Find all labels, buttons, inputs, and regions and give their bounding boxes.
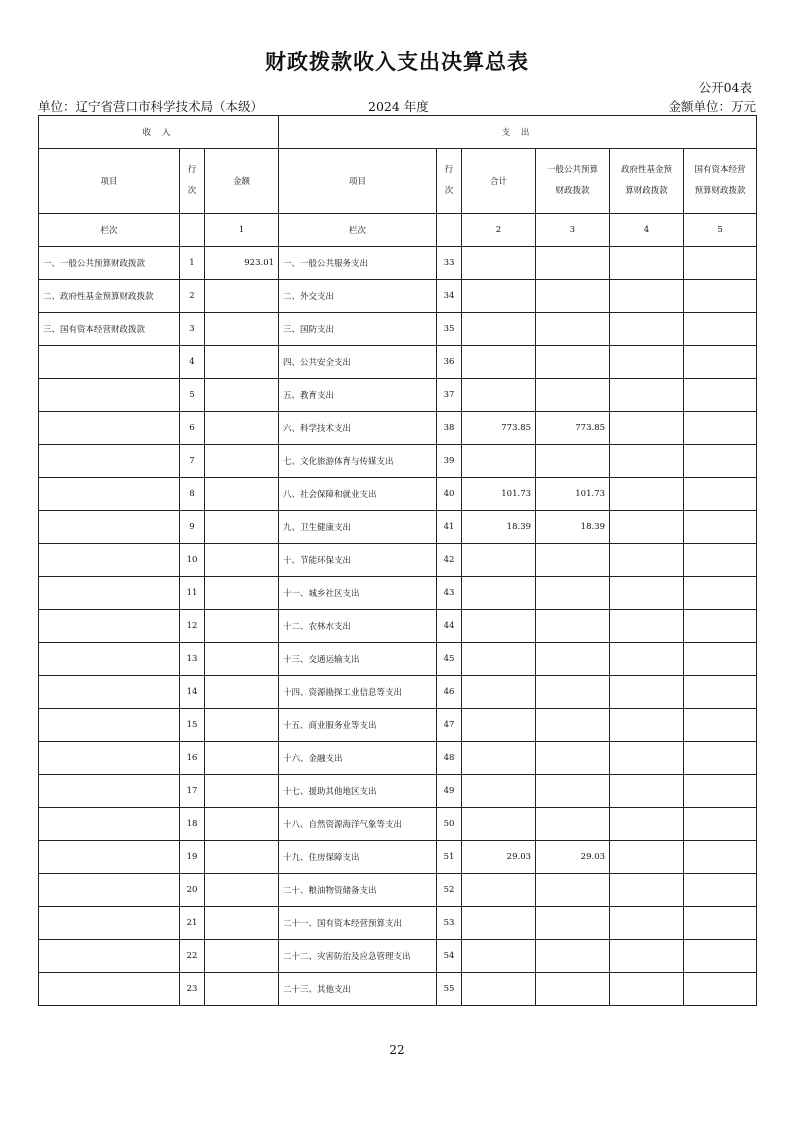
expense-item-cell: 十九、住房保障支出 (279, 841, 437, 874)
expense-row-no-cell: 36 (437, 346, 462, 379)
total-header: 合计 (462, 149, 536, 214)
col-empty (180, 214, 205, 247)
table-row (39, 379, 757, 412)
expense-item-cell: 十七、援助其他地区支出 (279, 775, 437, 808)
general-budget-cell (536, 247, 610, 280)
total-cell (462, 907, 536, 940)
table-row (39, 808, 757, 841)
expense-item-header: 项目 (279, 149, 437, 214)
fund-budget-cell (610, 412, 684, 445)
income-row-no-cell: 22 (180, 940, 205, 973)
table-row (39, 478, 757, 511)
total-cell (462, 577, 536, 610)
general-budget-cell (536, 907, 610, 940)
fund-budget-cell (610, 313, 684, 346)
state-capital-cell (684, 841, 757, 874)
fund-budget-cell (610, 247, 684, 280)
general-budget-cell (536, 379, 610, 412)
fund-budget-cell (610, 874, 684, 907)
table-row (39, 346, 757, 379)
table-row (39, 973, 757, 1006)
fund-budget-cell (610, 478, 684, 511)
table-row (39, 280, 757, 313)
expense-row-no-cell: 55 (437, 973, 462, 1006)
income-row-no-cell: 17 (180, 775, 205, 808)
income-row-no-cell: 14 (180, 676, 205, 709)
income-item-cell (39, 445, 180, 478)
income-item-cell: 二、政府性基金预算财政拨款 (39, 280, 180, 313)
income-row-no-cell: 7 (180, 445, 205, 478)
expense-row-no-cell: 39 (437, 445, 462, 478)
income-amount-cell (205, 478, 279, 511)
expense-item-cell: 二十一、国有资本经营预算支出 (279, 907, 437, 940)
income-item-cell (39, 412, 180, 445)
total-cell (462, 247, 536, 280)
fund-budget-cell (610, 544, 684, 577)
column-number-row (39, 214, 757, 247)
table-row (39, 742, 757, 775)
total-cell (462, 973, 536, 1006)
expense-section-header: 支 出 (279, 116, 757, 149)
expense-item-cell: 六、科学技术支出 (279, 412, 437, 445)
total-cell (462, 775, 536, 808)
fund-budget-cell (610, 841, 684, 874)
expense-row-no-cell: 44 (437, 610, 462, 643)
fund-budget-cell (610, 676, 684, 709)
expense-item-cell: 十六、金融支出 (279, 742, 437, 775)
table-row (39, 676, 757, 709)
total-cell (462, 643, 536, 676)
report-meta (38, 97, 756, 113)
state-capital-cell (684, 412, 757, 445)
income-amount-cell (205, 313, 279, 346)
general-budget-cell: 18.39 (536, 511, 610, 544)
income-item-cell (39, 940, 180, 973)
general-budget-cell (536, 742, 610, 775)
fund-budget-header: 政府性基金预 算财政拨款 (610, 149, 684, 214)
state-capital-cell (684, 478, 757, 511)
income-row-no-cell: 4 (180, 346, 205, 379)
fund-budget-cell (610, 346, 684, 379)
income-amount-cell (205, 412, 279, 445)
income-item-cell: 一、一般公共预算财政拨款 (39, 247, 180, 280)
total-cell (462, 742, 536, 775)
income-amount-cell (205, 577, 279, 610)
income-amount-cell (205, 610, 279, 643)
table-row (39, 247, 757, 280)
general-budget-cell (536, 577, 610, 610)
col-label-expense: 栏次 (279, 214, 437, 247)
income-amount-cell (205, 742, 279, 775)
state-capital-cell (684, 445, 757, 478)
general-budget-cell (536, 973, 610, 1006)
col-number-5: 5 (684, 214, 757, 247)
expense-row-no-cell: 51 (437, 841, 462, 874)
general-budget-cell (536, 709, 610, 742)
fund-budget-cell (610, 940, 684, 973)
state-capital-cell (684, 577, 757, 610)
state-capital-cell (684, 907, 757, 940)
page-number: 22 (389, 1043, 405, 1057)
general-budget-cell (536, 280, 610, 313)
income-item-cell (39, 511, 180, 544)
income-item-cell (39, 577, 180, 610)
fund-budget-cell (610, 379, 684, 412)
total-cell (462, 610, 536, 643)
expense-row-no-cell: 48 (437, 742, 462, 775)
expense-item-cell: 二十三、其他支出 (279, 973, 437, 1006)
income-amount-cell (205, 280, 279, 313)
state-capital-cell (684, 280, 757, 313)
income-item-cell (39, 874, 180, 907)
total-cell (462, 676, 536, 709)
income-row-no-cell: 18 (180, 808, 205, 841)
table-row (39, 577, 757, 610)
expense-item-cell: 十五、商业服务业等支出 (279, 709, 437, 742)
general-budget-cell (536, 808, 610, 841)
income-row-no-cell: 10 (180, 544, 205, 577)
income-row-no-cell: 5 (180, 379, 205, 412)
fund-budget-cell (610, 280, 684, 313)
income-amount-cell (205, 676, 279, 709)
general-budget-cell (536, 544, 610, 577)
income-amount-cell (205, 808, 279, 841)
income-section-header: 收 入 (39, 116, 279, 149)
expense-row-no-cell: 54 (437, 940, 462, 973)
total-cell: 773.85 (462, 412, 536, 445)
income-item-cell (39, 775, 180, 808)
fund-budget-cell (610, 643, 684, 676)
general-budget-cell (536, 445, 610, 478)
column-header-row (39, 149, 757, 214)
income-row-no-cell: 23 (180, 973, 205, 1006)
income-amount-cell (205, 643, 279, 676)
table-row (39, 313, 757, 346)
income-amount-cell (205, 379, 279, 412)
income-item-cell: 三、国有资本经营财政拨款 (39, 313, 180, 346)
income-row-no-cell: 9 (180, 511, 205, 544)
expense-row-no-cell: 45 (437, 643, 462, 676)
general-budget-cell: 29.03 (536, 841, 610, 874)
expense-row-no-cell: 40 (437, 478, 462, 511)
income-amount-cell (205, 841, 279, 874)
general-budget-header: 一般公共预算 财政拨款 (536, 149, 610, 214)
col-number-4: 4 (610, 214, 684, 247)
general-budget-cell (536, 940, 610, 973)
income-row-no-cell: 3 (180, 313, 205, 346)
table-row (39, 709, 757, 742)
income-amount-cell (205, 874, 279, 907)
expense-row-no-cell: 42 (437, 544, 462, 577)
state-capital-cell (684, 808, 757, 841)
fund-budget-cell (610, 775, 684, 808)
table-row (39, 940, 757, 973)
expense-item-cell: 七、文化旅游体育与传媒支出 (279, 445, 437, 478)
expense-item-cell: 九、卫生健康支出 (279, 511, 437, 544)
expense-row-no-cell: 50 (437, 808, 462, 841)
income-row-no-cell: 11 (180, 577, 205, 610)
report-title: 财政拨款收入支出决算总表 (265, 50, 529, 74)
fund-budget-cell (610, 808, 684, 841)
income-row-no-cell: 12 (180, 610, 205, 643)
expense-item-cell: 十三、交通运输支出 (279, 643, 437, 676)
income-row-no-cell: 16 (180, 742, 205, 775)
income-row-no-header: 行 次 (180, 149, 205, 214)
budget-table (38, 115, 757, 1006)
expense-row-no-cell: 37 (437, 379, 462, 412)
income-item-cell (39, 676, 180, 709)
expense-item-cell: 二十二、灾害防治及应急管理支出 (279, 940, 437, 973)
state-capital-cell (684, 775, 757, 808)
expense-item-cell: 五、教育支出 (279, 379, 437, 412)
income-item-header: 项目 (39, 149, 180, 214)
table-row (39, 610, 757, 643)
expense-item-cell: 三、国防支出 (279, 313, 437, 346)
income-amount-cell (205, 511, 279, 544)
total-cell: 18.39 (462, 511, 536, 544)
unit-label: 单位：辽宁省营口市科学技术局（本级） (38, 99, 264, 114)
income-item-cell (39, 808, 180, 841)
state-capital-cell (684, 709, 757, 742)
total-cell (462, 940, 536, 973)
expense-item-cell: 二、外交支出 (279, 280, 437, 313)
general-budget-cell (536, 610, 610, 643)
income-row-no-cell: 6 (180, 412, 205, 445)
income-row-no-cell: 15 (180, 709, 205, 742)
form-number: 公开04表 (698, 80, 752, 95)
income-row-no-cell: 21 (180, 907, 205, 940)
expense-row-no-cell: 33 (437, 247, 462, 280)
income-row-no-cell: 2 (180, 280, 205, 313)
state-capital-cell (684, 610, 757, 643)
income-item-cell (39, 544, 180, 577)
income-item-cell (39, 643, 180, 676)
state-capital-cell (684, 643, 757, 676)
total-cell (462, 445, 536, 478)
income-amount-cell (205, 346, 279, 379)
state-capital-cell (684, 676, 757, 709)
general-budget-cell (536, 313, 610, 346)
fund-budget-cell (610, 973, 684, 1006)
col-empty (437, 214, 462, 247)
total-cell (462, 280, 536, 313)
money-unit-label: 金额单位：万元 (668, 99, 756, 114)
table-row (39, 643, 757, 676)
table-row (39, 412, 757, 445)
state-capital-cell (684, 379, 757, 412)
expense-item-cell: 十八、自然资源海洋气象等支出 (279, 808, 437, 841)
expense-item-cell: 四、公共安全支出 (279, 346, 437, 379)
expense-row-no-cell: 34 (437, 280, 462, 313)
expense-row-no-cell: 43 (437, 577, 462, 610)
expense-item-cell: 十四、资源勘探工业信息等支出 (279, 676, 437, 709)
income-row-no-cell: 19 (180, 841, 205, 874)
general-budget-cell (536, 874, 610, 907)
total-cell (462, 544, 536, 577)
col-number-2: 2 (462, 214, 536, 247)
income-amount-cell (205, 445, 279, 478)
income-amount-cell (205, 544, 279, 577)
state-capital-cell (684, 874, 757, 907)
table-row (39, 544, 757, 577)
col-number-1: 1 (205, 214, 279, 247)
general-budget-cell (536, 346, 610, 379)
state-capital-cell (684, 511, 757, 544)
income-row-no-cell: 13 (180, 643, 205, 676)
state-capital-cell (684, 313, 757, 346)
total-cell (462, 379, 536, 412)
income-item-cell (39, 907, 180, 940)
total-cell (462, 874, 536, 907)
general-budget-cell (536, 643, 610, 676)
expense-row-no-cell: 47 (437, 709, 462, 742)
expense-row-no-cell: 53 (437, 907, 462, 940)
total-cell: 29.03 (462, 841, 536, 874)
expense-item-cell: 一、一般公共服务支出 (279, 247, 437, 280)
total-cell (462, 808, 536, 841)
year-label: 2024 年度 (368, 99, 429, 114)
total-cell (462, 346, 536, 379)
col-number-3: 3 (536, 214, 610, 247)
income-amount-cell (205, 973, 279, 1006)
fund-budget-cell (610, 907, 684, 940)
fund-budget-cell (610, 445, 684, 478)
state-capital-cell (684, 973, 757, 1006)
state-capital-cell (684, 940, 757, 973)
expense-row-no-cell: 49 (437, 775, 462, 808)
income-amount-cell (205, 940, 279, 973)
expense-item-cell: 十一、城乡社区支出 (279, 577, 437, 610)
expense-row-no-cell: 46 (437, 676, 462, 709)
total-cell (462, 313, 536, 346)
section-header-row (39, 116, 757, 149)
general-budget-cell: 773.85 (536, 412, 610, 445)
income-amount-header: 金额 (205, 149, 279, 214)
state-capital-header: 国有资本经营 预算财政拨款 (684, 149, 757, 214)
general-budget-cell: 101.73 (536, 478, 610, 511)
general-budget-cell (536, 676, 610, 709)
state-capital-cell (684, 346, 757, 379)
expense-item-cell: 十、节能环保支出 (279, 544, 437, 577)
income-amount-cell: 923.01 (205, 247, 279, 280)
income-item-cell (39, 379, 180, 412)
total-cell (462, 709, 536, 742)
fund-budget-cell (610, 709, 684, 742)
expense-row-no-header: 行 次 (437, 149, 462, 214)
expense-item-cell: 八、社会保障和就业支出 (279, 478, 437, 511)
income-item-cell (39, 346, 180, 379)
fund-budget-cell (610, 511, 684, 544)
state-capital-cell (684, 544, 757, 577)
table-row (39, 775, 757, 808)
income-amount-cell (205, 775, 279, 808)
income-item-cell (39, 841, 180, 874)
income-item-cell (39, 610, 180, 643)
income-item-cell (39, 709, 180, 742)
income-amount-cell (205, 907, 279, 940)
income-item-cell (39, 973, 180, 1006)
expense-item-cell: 十二、农林水支出 (279, 610, 437, 643)
fund-budget-cell (610, 610, 684, 643)
expense-row-no-cell: 41 (437, 511, 462, 544)
fund-budget-cell (610, 577, 684, 610)
income-item-cell (39, 742, 180, 775)
table-row (39, 874, 757, 907)
expense-row-no-cell: 38 (437, 412, 462, 445)
income-amount-cell (205, 709, 279, 742)
income-row-no-cell: 20 (180, 874, 205, 907)
state-capital-cell (684, 742, 757, 775)
table-row (39, 511, 757, 544)
fund-budget-cell (610, 742, 684, 775)
total-cell: 101.73 (462, 478, 536, 511)
table-row (39, 841, 757, 874)
expense-row-no-cell: 35 (437, 313, 462, 346)
expense-row-no-cell: 52 (437, 874, 462, 907)
table-row (39, 907, 757, 940)
income-row-no-cell: 1 (180, 247, 205, 280)
col-label-income: 栏次 (39, 214, 180, 247)
expense-item-cell: 二十、粮油物资储备支出 (279, 874, 437, 907)
income-row-no-cell: 8 (180, 478, 205, 511)
general-budget-cell (536, 775, 610, 808)
state-capital-cell (684, 247, 757, 280)
income-item-cell (39, 478, 180, 511)
table-row (39, 445, 757, 478)
